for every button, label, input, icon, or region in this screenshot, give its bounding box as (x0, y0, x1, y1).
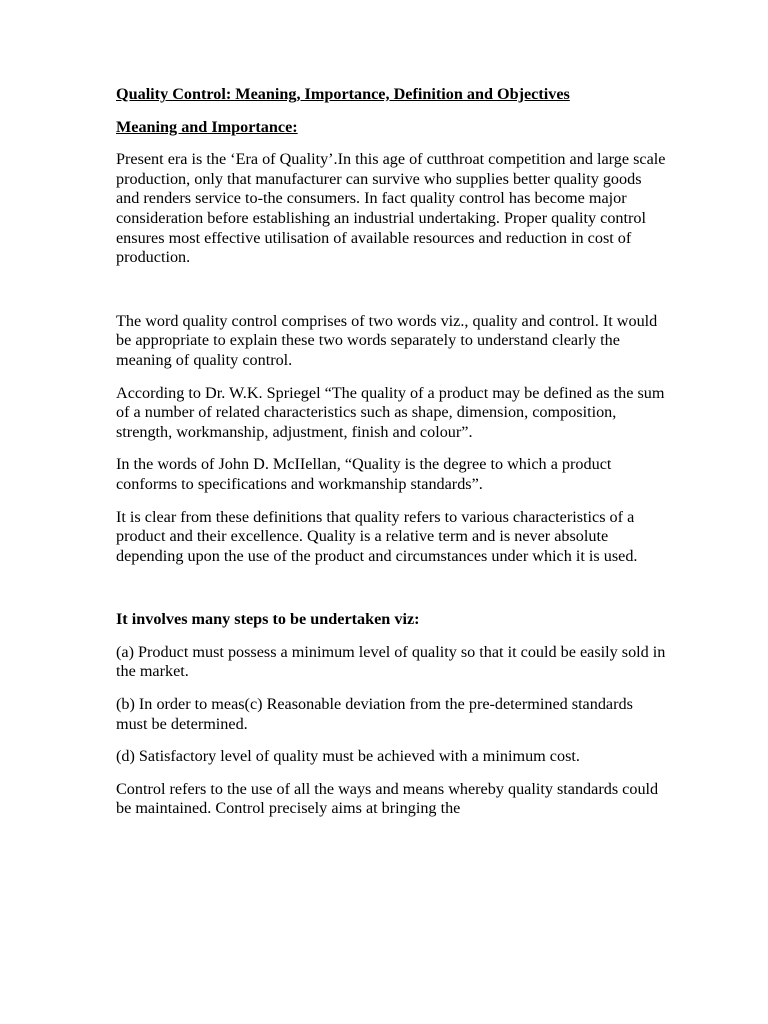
step-d: (d) Satisfactory level of quality must be achieved with a minimum cost. (116, 747, 580, 766)
spacer (116, 281, 668, 312)
section-heading-meaning: Meaning and Importance: (116, 117, 298, 136)
spacer (116, 579, 668, 610)
paragraph-mcllellan-definition: In the words of John D. McIIellan, “Quality is the degree to which a product conforms to specifications and workmanship standards”. (116, 455, 612, 493)
step-b-c: (b) In order to meas(c) Reasonable deviation from the pre-determined standards must be determined. (116, 695, 633, 733)
paragraph-spriegel-definition: According to Dr. W.K. Spriegel “The quality of a product may be defined as the sum of a number of related characteristics such as shape, dimension, composition, strength, workmanship, adjustment, finish and colour”. (116, 383, 665, 441)
step-a: (a) Product must possess a minimum level of quality so that it could be easily sold in the market. (116, 642, 666, 681)
document-title: Quality Control: Meaning, Importance, Definition and Objectives (116, 85, 570, 103)
paragraph-era-of-quality: Present era is the ‘Era of Quality’.In this age of cutthroat competition and large scale production, only that manufacturer can survive who supplies better quality goods and renders service to-the consumers. In fact quality control has become major consideration before establishing an industrial undertaking. Proper quality control ensures most effective utilisation of available resources and reduction in cost of production. (116, 150, 666, 267)
paragraph-quality-relative-term: It is clear from these definitions that quality refers to various characteristics of a product and their excellence. Quality is a relative term and is never absolute depending upon the use of the product and circumstances under which it is used. (116, 507, 638, 565)
paragraph-word-quality-control: The word quality control comprises of two words viz., quality and control. It would be appropriate to explain these two words separately to understand clearly the meaning of quality control. (116, 311, 658, 369)
steps-heading: It involves many steps to be undertaken viz: (116, 610, 420, 629)
paragraph-control-definition: Control refers to the use of all the ways and means whereby quality standards could be maintained. Control precisely aims at bringing the (116, 779, 659, 818)
